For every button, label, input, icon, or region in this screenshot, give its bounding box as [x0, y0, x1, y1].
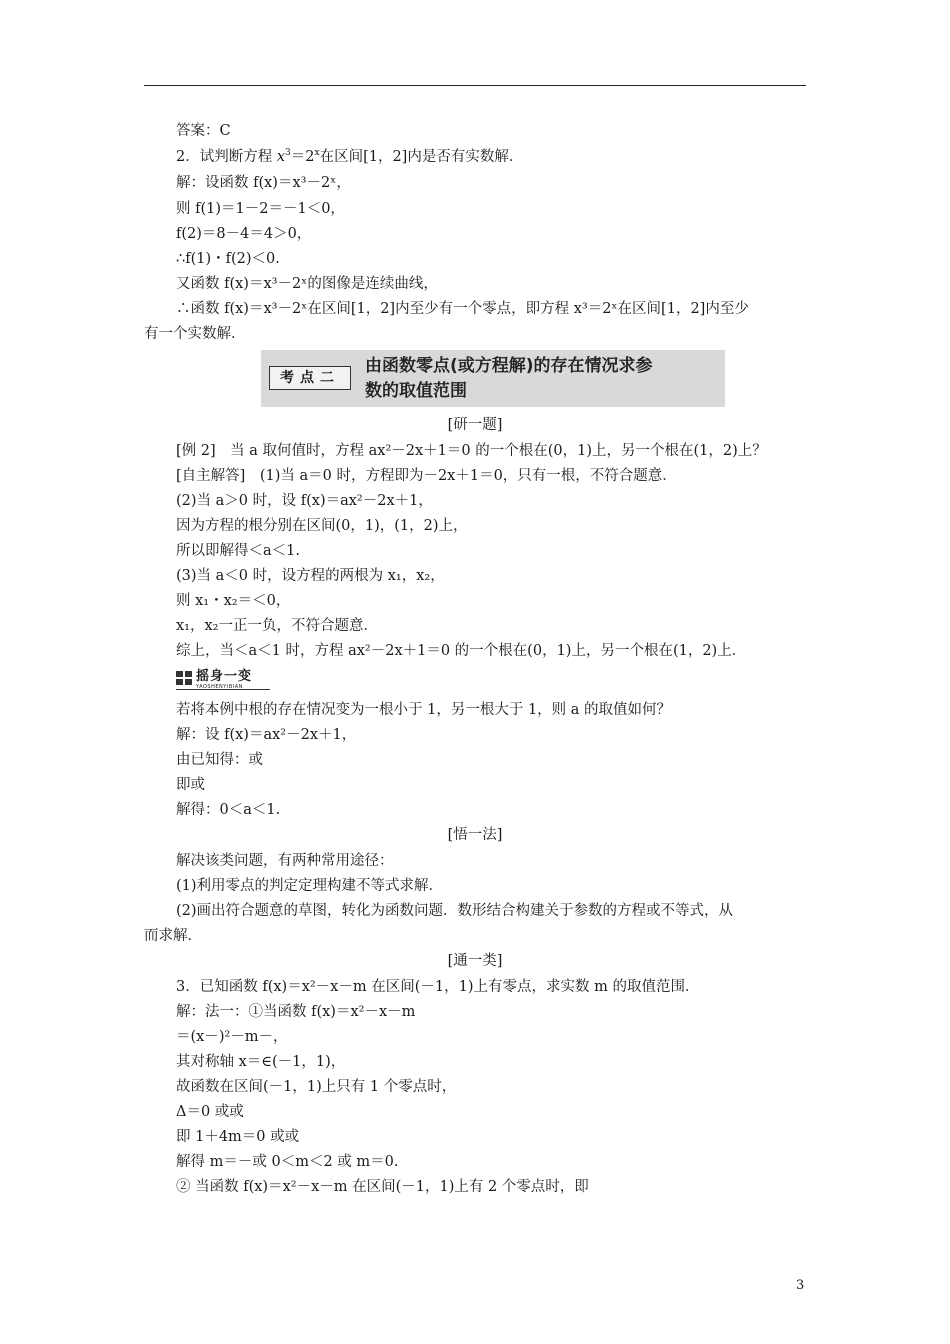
solution-line-6: ∴函数 f(x)＝x³－2ˣ在区间[1，2]内至少有一个零点，即方程 x³＝2ˣ在区间[1，2]内至少 [176, 301, 749, 317]
solution-line-1: 解：设函数 f(x)＝x³－2ˣ， [176, 175, 351, 191]
page-number: 3 [796, 1278, 805, 1293]
method-line-2: (1)利用零点的判定定理构建不等式求解． [176, 878, 444, 894]
practice-line-7: 即 1＋4m＝0 或或 [176, 1129, 300, 1145]
practice-line-5: 故函数在区间(－1，1)上只有 1 个零点时， [176, 1079, 457, 1095]
solution-line-4: ∴f(1)・f(2)＜0. [176, 251, 280, 267]
example-line-6: (3)当 a＜0 时，设方程的两根为 x₁，x₂， [176, 568, 445, 584]
example-line-1: [例 2] 当 a 取何值时，方程 ax²－2x＋1＝0 的一个根在(0，1)上，另一个根在(1，2)上？ [176, 443, 767, 459]
example-line-2: [自主解答] (1)当 a＝0 时，方程即为－2x＋1＝0，只有一根，不符合题意． [176, 468, 677, 484]
variant-badge-pinyin: YAOSHENYIBIAN [196, 684, 243, 690]
grid-icon [176, 671, 192, 685]
variant-badge [176, 669, 270, 691]
solution-line-2: 则 f(1)＝1－2＝－1＜0， [176, 201, 345, 217]
variant-line-5: 解得：0＜a＜1. [176, 802, 281, 818]
example-heading: [研一题] [447, 417, 503, 433]
section-title: 由函数零点(或方程解)的存在情况求参 数的取值范围 [365, 356, 653, 401]
solution-line-3: f(2)＝8－4＝4＞0， [176, 226, 312, 242]
method-line-1: 解决该类问题，有两种常用途径： [176, 853, 394, 869]
practice-line-6: Δ＝0 或或 [176, 1104, 244, 1120]
question-2: 2．试判断方程 $x^3=2^x$在区间[1，2]内是否有实数解． [176, 148, 524, 165]
variant-line-3: 由已知得：或 [176, 752, 263, 768]
example-line-5: 所以即解得＜a＜1. [176, 543, 300, 559]
solution-line-5: 又函数 f(x)＝x³－2ˣ的图像是连续曲线， [176, 276, 438, 292]
section-banner [261, 350, 725, 407]
example-line-7: 则 x₁・x₂＝＜0， [176, 593, 291, 609]
practice-line-2: 解：法一：①当函数 f(x)＝x²－x－m [176, 1004, 416, 1020]
practice-heading: [通一类] [447, 953, 503, 969]
practice-line-1: 3．已知函数 f(x)＝x²－x－m 在区间(－1，1)上有零点，求实数 m 的取值范围． [176, 979, 700, 995]
practice-line-3: ＝(x－)²－m－， [176, 1029, 288, 1045]
variant-line-1: 若将本例中根的存在情况变为一根小于 1，另一根大于 1，则 a 的取值如何？ [176, 702, 672, 718]
practice-line-9: ② 当函数 f(x)＝x²－x－m 在区间(－1，1)上有 2 个零点时，即 [176, 1179, 589, 1195]
variant-line-2: 解：设 f(x)＝ax²－2x＋1， [176, 727, 357, 743]
answer-line: 答案：C [176, 123, 231, 139]
solution-line-7: 有一个实数解． [144, 326, 246, 342]
header-rule [144, 85, 806, 86]
variant-line-4: 即或 [176, 777, 205, 793]
example-line-8: x₁，x₂一正一负，不符合题意． [176, 618, 378, 634]
section-tag: 考点二 [269, 366, 351, 390]
method-line-3: (2)画出符合题意的草图，转化为函数问题．数形结合构建关于参数的方程或不等式，从 [176, 903, 734, 919]
method-heading: [悟一法] [447, 827, 503, 843]
example-line-9: 综上，当＜a＜1 时，方程 ax²－2x＋1＝0 的一个根在(0，1)上，另一个根在(1，2)上． [176, 643, 747, 659]
example-line-3: (2)当 a＞0 时，设 f(x)＝ax²－2x＋1， [176, 493, 433, 509]
example-line-4: 因为方程的根分别在区间(0，1)，(1，2)上， [176, 518, 468, 534]
practice-line-8: 解得 m＝－或 0＜m＜2 或 m＝0. [176, 1154, 399, 1170]
practice-line-4: 其对称轴 x＝∈(－1，1)， [176, 1054, 346, 1070]
variant-badge-title: 摇身一变 [196, 669, 253, 684]
method-line-4: 而求解． [144, 928, 202, 944]
